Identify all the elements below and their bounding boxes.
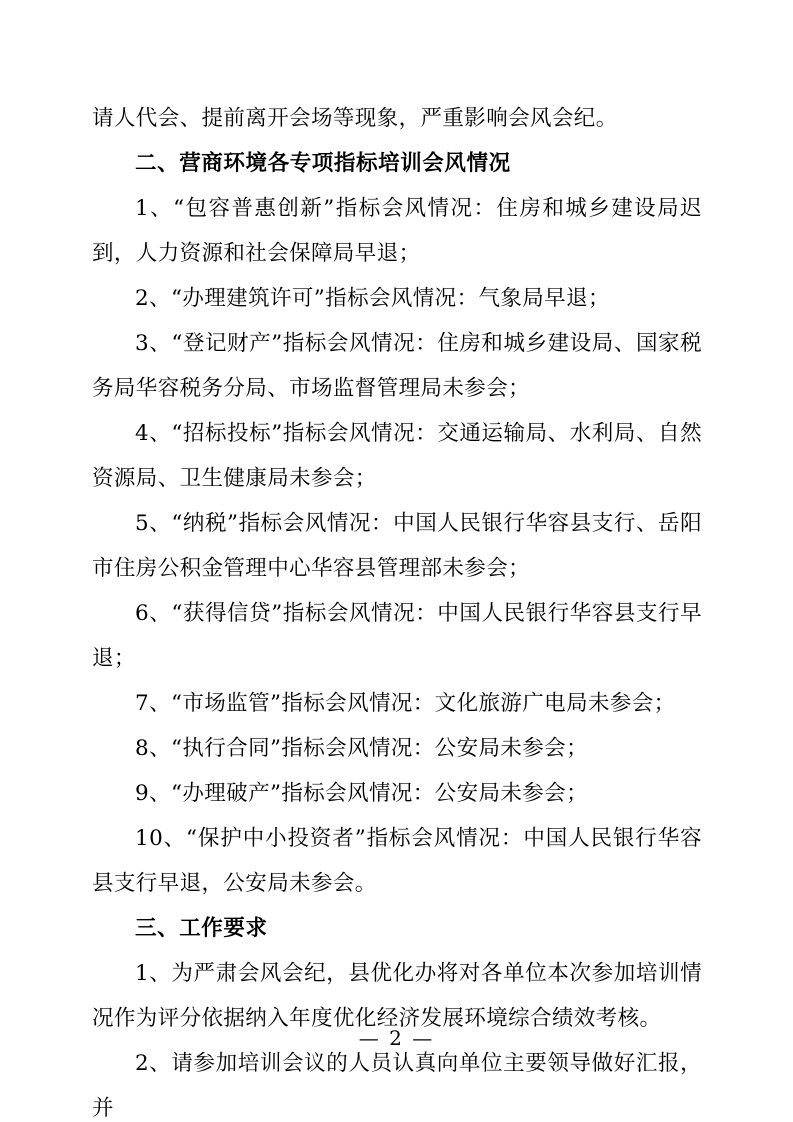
list-item-9: 9、“办理破产”指标会风情况：公安局未参会； bbox=[135, 781, 588, 806]
paragraph-continued: 请人代会、提前离开会场等现象，严重影响会风会纪。 bbox=[92, 106, 618, 131]
list-item-7: 7、“市场监管”指标会风情况：文化旅游广电局未参会； bbox=[135, 691, 676, 716]
list-item-6: 6、“获得信贷”指标会风情况：中国人民银行华容县支行早退； bbox=[92, 601, 702, 671]
section-heading-two: 二、营商环境各专项指标培训会风情况 bbox=[135, 151, 511, 176]
document-body bbox=[92, 96, 702, 1122]
list-item-4: 4、“招标投标”指标会风情况：交通运输局、水利局、自然资源局、卫生健康局未参会； bbox=[92, 421, 702, 491]
list-item-1: 1、“包容普惠创新”指标会风情况：住房和城乡建设局迟到，人力资源和社会保障局早退； bbox=[92, 196, 702, 266]
requirement-item-2: 2、请参加培训会议的人员认真向单位主要领导做好汇报，并 bbox=[92, 1051, 702, 1121]
list-item-5: 5、“纳税”指标会风情况：中国人民银行华容县支行、岳阳市住房公积金管理中心华容县管理部未参会； bbox=[92, 511, 702, 581]
list-item-3: 3、“登记财产”指标会风情况：住房和城乡建设局、国家税务局华容税务分局、市场监督管理局未参会； bbox=[92, 331, 702, 401]
list-item-2: 2、“办理建筑许可”指标会风情况：气象局早退； bbox=[135, 286, 610, 311]
page-footer bbox=[0, 1026, 793, 1050]
section-heading-three: 三、工作要求 bbox=[135, 916, 268, 941]
requirement-item-1: 1、为严肃会风会纪，县优化办将对各单位本次参加培训情况作为评分依据纳入年度优化经济发展环境综合绩效考核。 bbox=[92, 961, 702, 1031]
page-number: — 2 — bbox=[358, 1026, 435, 1050]
list-item-10: 10、“保护中小投资者”指标会风情况：中国人民银行华容县支行早退，公安局未参会。 bbox=[92, 826, 702, 896]
list-item-8: 8、“执行合同”指标会风情况：公安局未参会； bbox=[135, 736, 588, 761]
